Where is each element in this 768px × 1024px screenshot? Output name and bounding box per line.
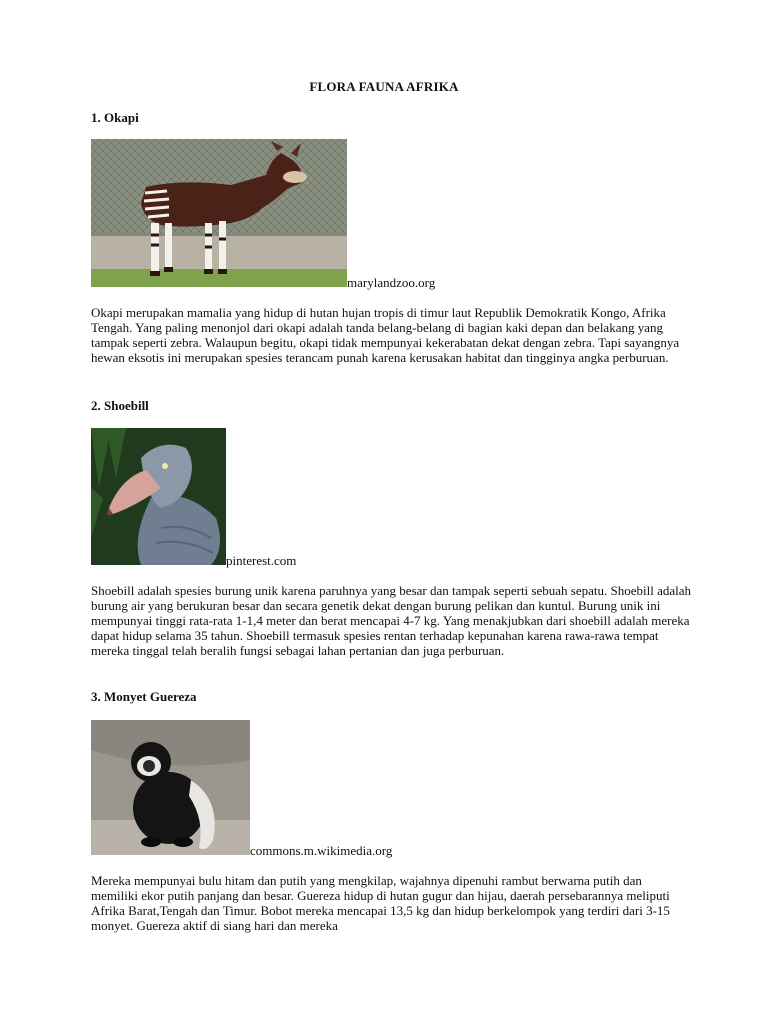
section-heading-okapi: 1. Okapi [91,110,139,125]
guereza-monkey-photo [91,720,250,855]
shoebill-photo [91,428,226,565]
page-title: FLORA FAUNA AFRIKA [309,79,459,94]
section-heading-guereza: 3. Monyet Guereza [91,689,197,704]
section-paragraph-shoebill: Shoebill adalah spesies burung unik karena paruhnya yang besar dan tampak seperti sebuah sepatu. Shoebill adalah burung air yang berukuran besar dan secara genetik dekat dengan burung pelikan dan kuntul. Burung unik ini mempunyai tinggi rata-rata 1-1,4 meter dan berat mencapai 4-7 kg. Yang menakjubkan dari shoebill adalah mereka dapat hidup selama 35 tahun. Shoebill termasuk spesies rentan terhadap kepunahan karena rawa-rawa tempat mereka tinggal telah beralih fungsi sebagai lahan pertanian dan juga perburuan. [91,583,691,658]
image-source-caption: marylandzoo.org [347,275,436,290]
okapi-photo [91,139,347,287]
section-paragraph-okapi: Okapi merupakan mamalia yang hidup di hutan hujan tropis di timur laut Republik Demokratik Kongo, Afrika Tengah. Yang paling menonjol dari okapi adalah tanda belang-belang di bagian kaki depan dan belakang yang tampak seperti zebra. Walaupun begitu, okapi tidak mempunyai kekerabatan dekat dengan zebra. Tapi sayangnya hewan eksotis ini merupakan spesies terancam punah karena kerusakan habitat dan tingginya angka perburuan. [91,305,680,365]
section-heading-shoebill: 2. Shoebill [91,398,149,413]
section-paragraph-guereza: Mereka mempunyai bulu hitam dan putih yang mengkilap, wajahnya dipenuhi rambut berwarna putih dan memiliki ekor putih panjang dan besar. Guereza hidup di hutan gugur dan hijau, daerah persebarannya meliputi Afrika Barat,Tengah dan Timur. Bobot mereka mencapai 13,5 kg dan hidup berkelompok yang terdiri dari 3-15 monyet. Guereza aktif di siang hari dan mereka [91,873,670,933]
image-source-caption: pinterest.com [226,553,297,568]
image-source-caption: commons.m.wikimedia.org [250,843,393,858]
